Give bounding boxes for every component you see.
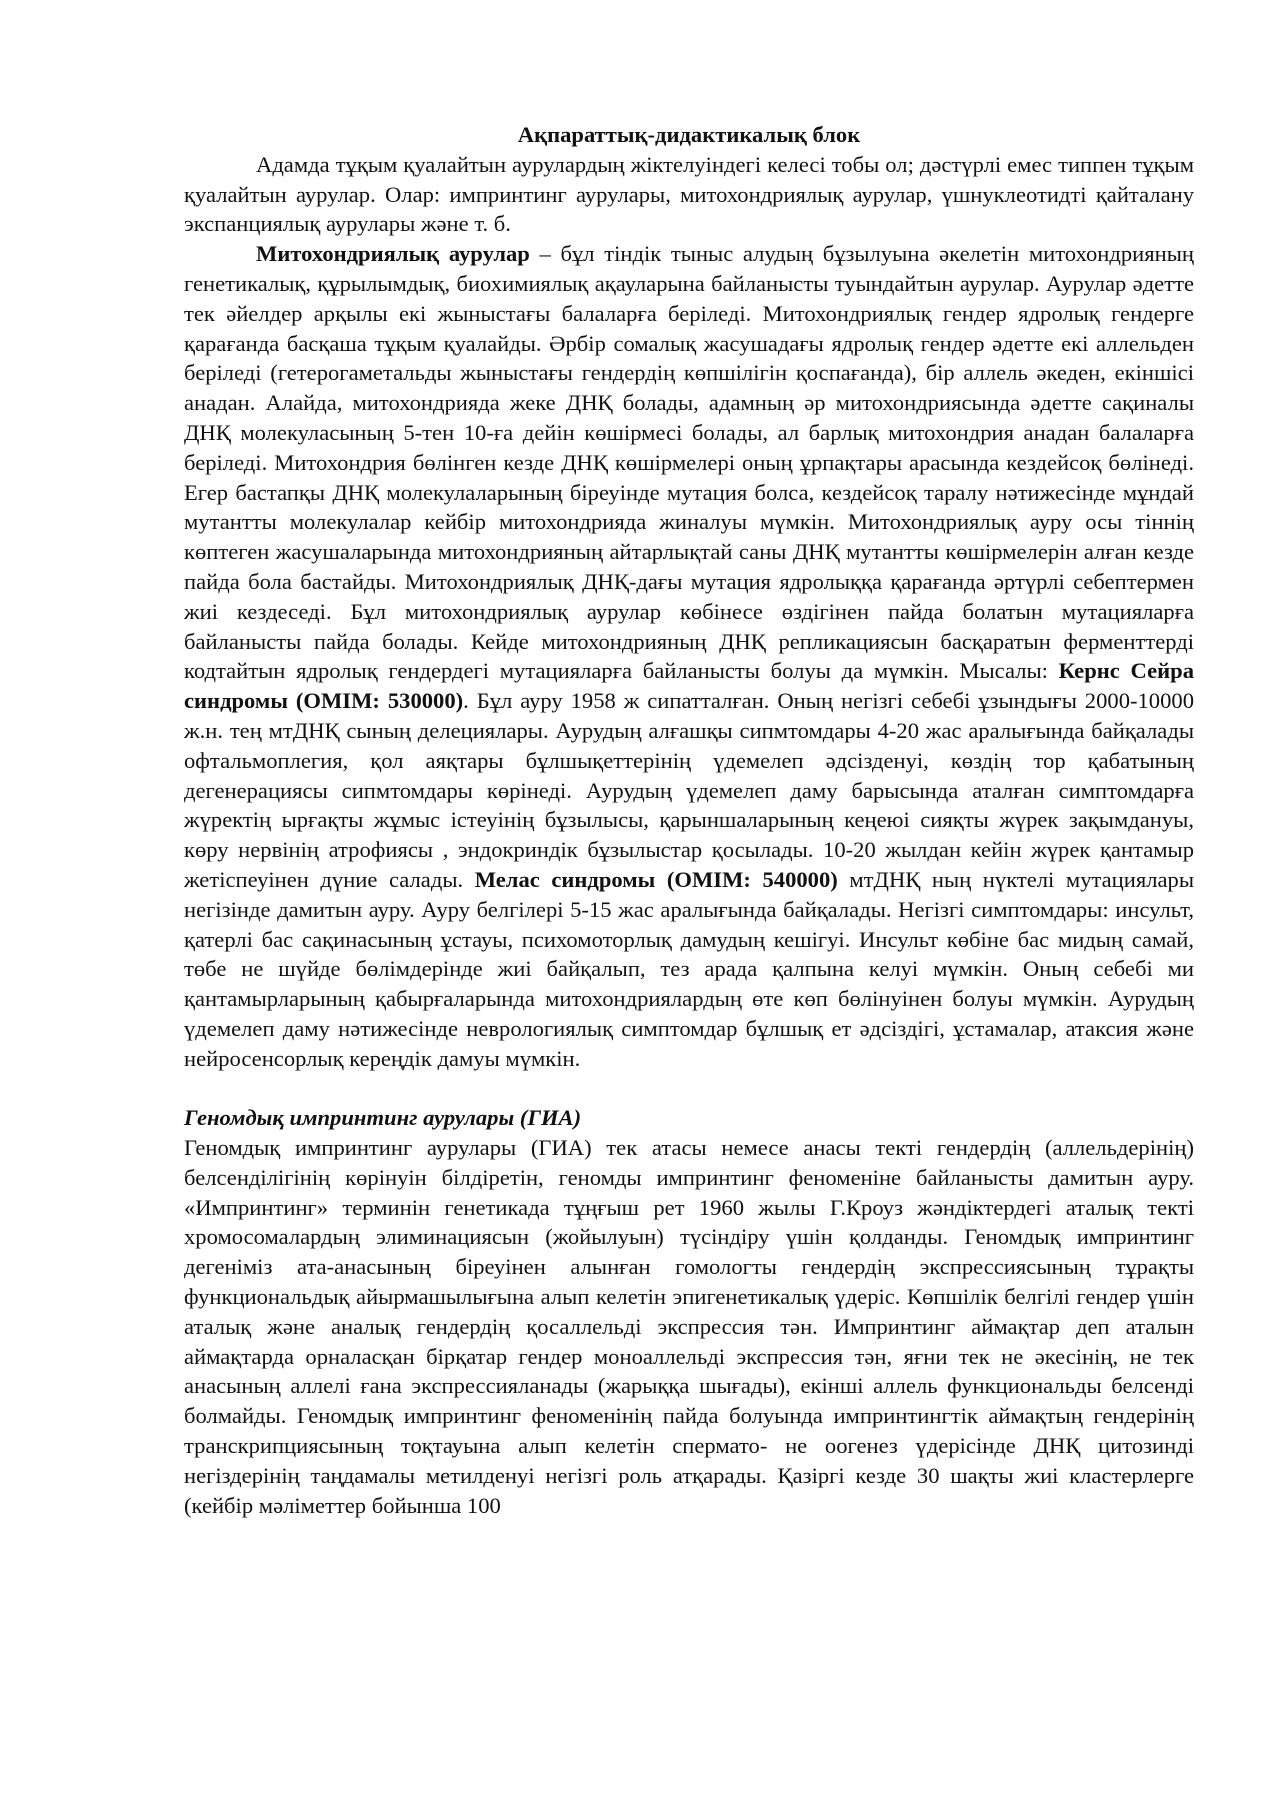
mitochondrial-text-2: . Бұл ауру 1958 ж сипатталған. Оның негізгі себебі ұзындығы 2000-10000 ж.н. тең мтДНҚ сының делециялары. Аурудың алғашқы сипмтомдары 4-20 жас аралығында байқалады офтальмоплегия, қол аяқтары бұлшықеттерінің үдемелеп әдсізденуі, көздің тор қабатының дегенерациясы сипмтомдары көрінеді. Аурудың үдемелеп даму барысында аталған симптомдарға жүректің ырғақты жұмыс істеуінің бұзылысы, қарыншаларының кеңеюі сияқты жүрек зақымдануы, көру нервінің атрофиясы , эндокриндік бұзылыстар қосылады. 10-20 жылдан кейін жүрек қантамыр жетіспеуінен дүние салады. bbox=[184, 688, 1194, 892]
mitochondrial-text-3: мтДНҚ ның нүктелі мутациялары негізінде дамитын ауру. Ауру белгілері 5-15 жас аралығында байқалады. Негізгі симптомдары: инсульт, қатерлі бас сақинасының ұстауы, психомоторлық дамудың кешігуі. Инсульт көбіне бас мидың самай, төбе не шүйде бөлімдерінде жиі байқалып, тез арада қалпына келуі мүмкін. Оның себебі ми қантамырларының қабырғаларында митохондриялардың өте көп бөлінуінен болуы мүмкін. Аурудың үдемелеп даму нәтижесінде неврологиялық симптомдар бұлшық ет әдсіздігі, ұстамалар, атаксия және нейросенсорлық кереңдік дамуы мүмкін. bbox=[184, 866, 1195, 1071]
intro-paragraph: Адамда тұқым қуалайтын аурулардың жіктелуіндегі келесі тобы ол; дәстүрлі емес типпен тұқым қуалайтын аурулар. Олар: импринтинг аурулары, митохондриялық аурулар, үшнуклеотидті қайталану экспанциялық аурулары және т. б. bbox=[184, 151, 1194, 237]
document-page bbox=[184, 120, 1194, 1520]
gia-paragraph: Геномдық импринтинг аурулары (ГИА) тек атасы немесе анасы текті гендердің (аллельдерінің) белсенділігінің көрінуін білдіретін, геномды импринтинг феноменіне байланысты дамитын ауру. «Импринтинг» терминін генетикада тұңғыш рет 1960 жылы Г.Кроуз жәндіктердегі аталық текті хромосомалардың элиминациясын (жойылуын) түсіндіру үшін қолданды. Геномдық импринтинг дегеніміз ата-анасының біреуінен алынған гомологты гендердің экспрессиясының тұрақты функциональдық айырмашылығына алып келетін эпигенетикалық үдеріс. Көпшілік белгілі гендер үшін аталық және аналық гендердің қосаллельді экспрессия тән. Импринтинг аймақтар деп аталын аймақтарда орналасқан бірқатар гендер моноаллельді экспрессия тән, яғни тек не әкесінің, не тек анасының аллелі ғана экспрессияланады (жарыққа шығады), екінші аллель функциональды белсенді болмайды. Геномдық импринтинг феноменінің пайда болуында импринтингтік аймақтың гендерінің транскрипциясының тоқтауына алып келетін спермато- не оогенез үдерісінде ДНҚ цитозинді негіздерінің таңдамалы метилденуі негізгі роль атқарады. Қазіргі кезде 30 шақты жиі кластерлерге (кейбір мәліметтер бойынша 100 bbox=[184, 1135, 1194, 1518]
gia-heading: Геномдық импринтинг аурулары (ГИА) bbox=[184, 1105, 582, 1131]
mitochondrial-paragraph bbox=[184, 239, 1194, 1073]
melas-term: Мелас синдромы (OMIM: 540000) bbox=[474, 866, 838, 892]
document-title: Ақпараттық-дидактикалық блок bbox=[517, 122, 861, 147]
kearns-sayre-term: Кернс Сейра синдромы (OMIM: 530000) bbox=[184, 658, 1194, 714]
mitochondrial-term: Митохондриялық аурулар bbox=[256, 241, 530, 267]
mitochondrial-text-1: – бұл тіндік тыныс алудың бұзылуына әкелетін митохондрияның генетикалық, құрылымдық, биохимиялық ақауларына байланысты туындайтын аурулар. Аурулар әдетте тек әйелдер арқылы екі жыныстағы балаларға беріледі. Митохондриялық гендер ядролық гендерге қарағанда басқаша тұқым қуалайды. Әрбір сомалық жасушадағы ядролық гендер әдетте екі аллельден беріледі (гетерогаметальды жыныстағы гендердің көпшілігін қоспағанда), бір аллель әкеден, екіншісі анадан. Алайда, митохондрияда жеке ДНҚ болады, адамның әр митохондриясында әдетте сақиналы ДНҚ молекуласының 5-тен 10-ға дейін көшірмесі болады, ал барлық митохондрия анадан балаларға беріледі. Митохондрия бөлінген кезде ДНҚ көшірмелері оның ұрпақтары арасында кездейсоқ бөлінеді. Егер бастапқы ДНҚ молекулаларының біреуінде мутация болса, кездейсоқ таралу нәтижесінде мұндай мутантты молекулалар кейбір митохондрияда жиналуы мүмкін. Митохондриялық ауру осы тіннің көптеген жасушаларында митохондрияның айтарлықтай саны ДНҚ мутантты көшірмелерін алған кезде пайда бола бастайды. Митохондриялық ДНҚ-дағы мутация ядролыққа қарағанда әртүрлі себептермен жиі кездеседі. Бұл митохондриялық аурулар көбінесе өздігінен пайда болатын мутацияларға байланысты пайда болады. Кейде митохондрияның ДНҚ репликациясын басқаратын ферменттерді кодтайтын ядролық гендердегі мутацияларға байланысты болуы да мүмкін. Мысалы: bbox=[184, 241, 1194, 684]
